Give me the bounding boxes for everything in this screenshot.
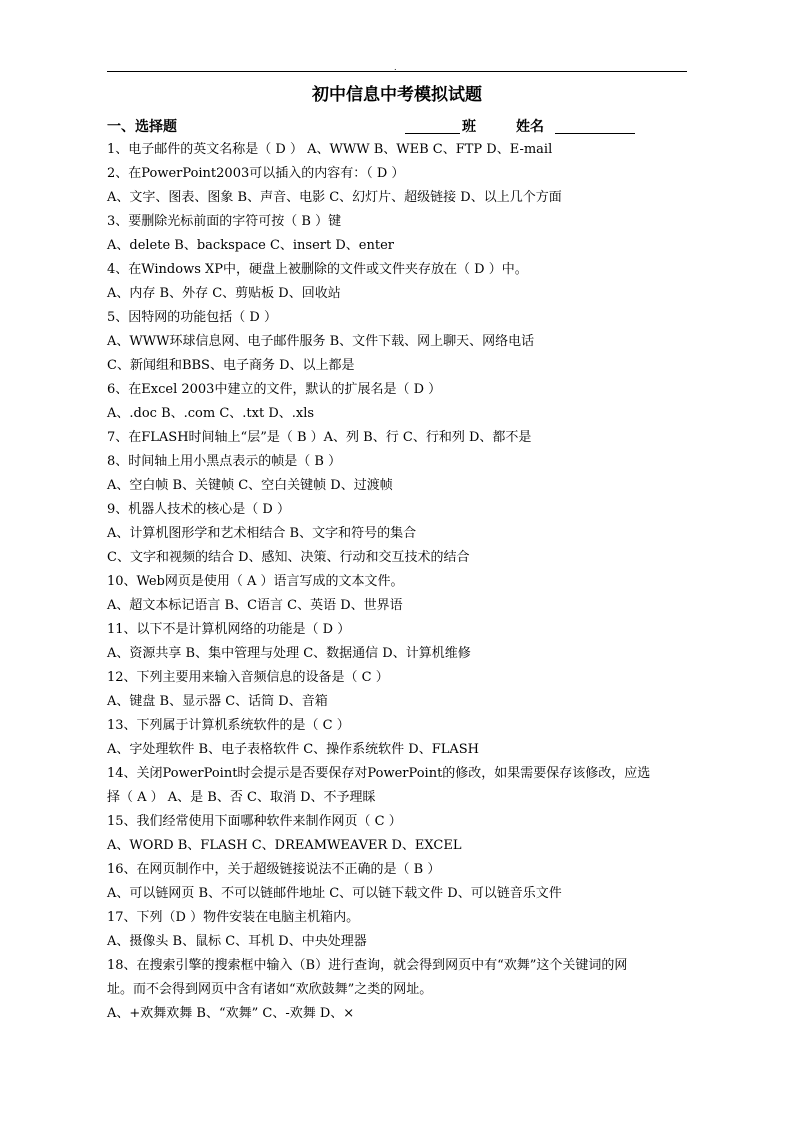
question-line: A、.doc B、.com C、.txt D、.xls: [107, 406, 315, 421]
question-line: A、计算机图形学和艺术相结合 B、文字和符号的集合: [107, 526, 417, 541]
question-line: A、WORD B、FLASH C、DREAMWEAVER D、EXCEL: [107, 838, 462, 853]
question-list: [107, 138, 687, 1026]
question-line: 址。而不会得到网页中含有诸如“欢欣鼓舞”之类的网址。: [107, 982, 433, 997]
question-line: 14、关闭PowerPoint时会提示是否要保存对PowerPoint的修改，如果需要保存该修改，应选: [107, 766, 651, 781]
question-line: A、空白帧 B、关键帧 C、空白关键帧 D、过渡帧: [107, 478, 393, 493]
question-line: 6、在Excel 2003中建立的文件，默认的扩展名是（ D ）: [107, 382, 442, 397]
section-title: 一、选择题: [107, 119, 177, 135]
question-line: 7、在FLASH时间轴上“层”是（ B ）A、列 B、行 C、行和列 D、都不是: [107, 430, 532, 445]
question-line: C、新闻组和BBS、电子商务 D、以上都是: [107, 358, 355, 373]
question-line: A、超文本标记语言 B、C语言 C、英语 D、世界语: [107, 598, 403, 613]
question-line: 16、在网页制作中，关于超级链接说法不正确的是（ B ）: [107, 862, 441, 877]
question-line: 11、以下不是计算机网络的功能是（ D ）: [107, 622, 351, 637]
header-rule: [107, 71, 687, 72]
question-line: 3、要删除光标前面的字符可按（ B ）键: [107, 214, 342, 229]
question-line: 5、因特网的功能包括（ D ）: [107, 310, 277, 325]
question-line: 15、我们经常使用下面哪种软件来制作网页（ C ）: [107, 814, 402, 829]
question-line: 择（ A ） A、是 B、否 C、取消 D、不予理睬: [107, 790, 376, 805]
question-line: A、键盘 B、显示器 C、话筒 D、音箱: [107, 694, 328, 709]
question-line: A、WWW环球信息网、电子邮件服务 B、文件下载、网上聊天、网络电话: [107, 334, 535, 349]
question-line: A、delete B、backspace C、insert D、enter: [107, 238, 394, 253]
question-line: A、+欢舞欢舞 B、“欢舞” C、-欢舞 D、×: [107, 1006, 355, 1021]
question-line: A、资源共享 B、集中管理与处理 C、数据通信 D、计算机维修: [107, 646, 471, 661]
question-line: A、字处理软件 B、电子表格软件 C、操作系统软件 D、FLASH: [107, 742, 479, 757]
class-label: 班: [462, 119, 476, 135]
question-line: C、文字和视频的结合 D、感知、决策、行动和交互技术的结合: [107, 550, 470, 565]
question-line: 12、下列主要用来输入音频信息的设备是（ C ）: [107, 670, 389, 685]
question-line: 4、在Windows XP中，硬盘上被删除的文件或文件夹存放在（ D ）中。: [107, 262, 528, 277]
page-title: 初中信息中考模拟试题: [312, 85, 482, 105]
name-blank-line: [555, 133, 635, 134]
question-line: 13、下列属于计算机系统软件的是（ C ）: [107, 718, 350, 733]
question-line: 2、在PowerPoint2003可以插入的内容有：（ D ）: [107, 166, 405, 181]
name-label: 姓名: [516, 119, 544, 135]
question-line: 1、电子邮件的英文名称是（ D ） A、WWW B、WEB C、FTP D、E-mail: [107, 142, 553, 157]
page-top-dot: .: [394, 63, 397, 72]
class-blank-line: [405, 133, 460, 134]
question-line: 9、机器人技术的核心是（ D ）: [107, 502, 290, 517]
question-line: A、可以链网页 B、不可以链邮件地址 C、可以链下载文件 D、可以链音乐文件: [107, 886, 562, 901]
question-line: 18、在搜索引擎的搜索框中输入（B）进行查询，就会得到网页中有“欢舞”这个关键词的网: [107, 958, 628, 973]
question-line: A、摄像头 B、鼠标 C、耳机 D、中央处理器: [107, 934, 367, 949]
question-line: 17、下列（D ）物件安装在电脑主机箱内。: [107, 910, 360, 925]
question-line: A、文字、图表、图象 B、声音、电影 C、幻灯片、超级链接 D、以上几个方面: [107, 190, 562, 205]
section-header-row: [107, 116, 687, 138]
question-line: A、内存 B、外存 C、剪贴板 D、回收站: [107, 286, 341, 301]
question-line: 10、Web网页是使用（ A ）语言写成的文本文件。: [107, 574, 404, 589]
question-line: 8、时间轴上用小黑点表示的帧是（ B ）: [107, 454, 342, 469]
